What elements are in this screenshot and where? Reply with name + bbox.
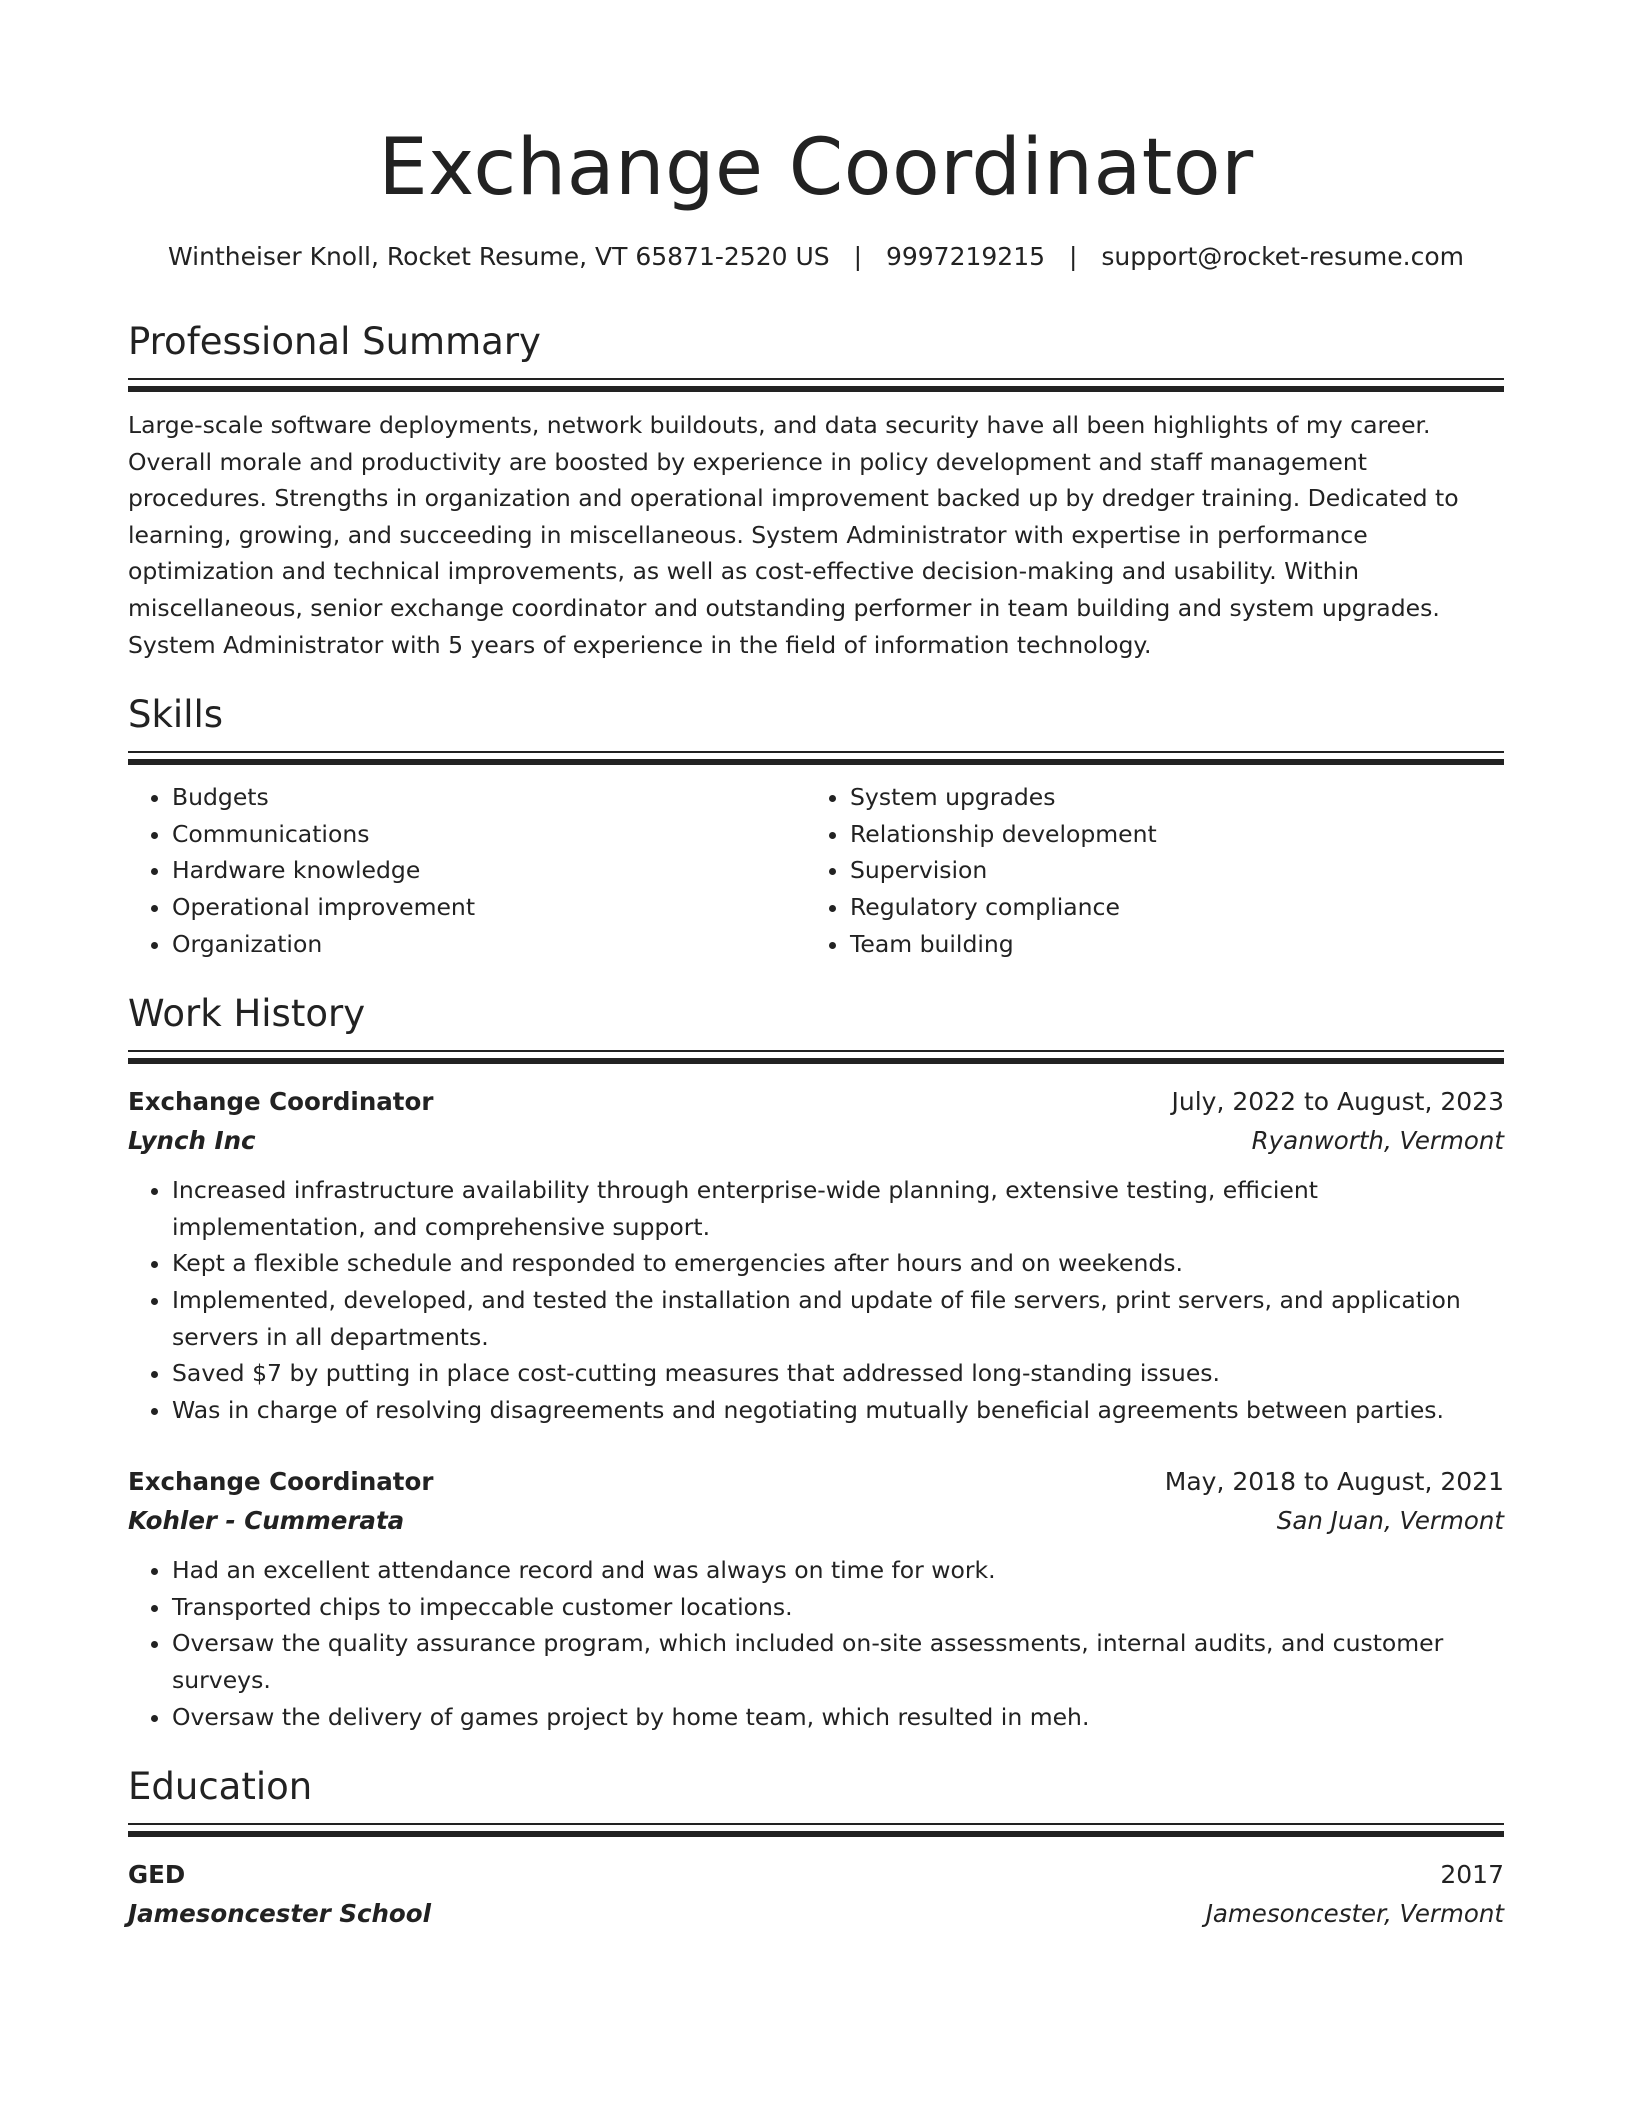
section-title-summary: Professional Summary xyxy=(128,320,541,363)
job-bullet: • Was in charge of resolving disagreements and negotiating mutually beneficial agreements between parties. xyxy=(172,1392,1504,1429)
education-section xyxy=(128,1763,1504,1933)
job-bullets xyxy=(128,1552,1504,1735)
job-entry xyxy=(128,1462,1504,1735)
skill-item: • Organization xyxy=(172,926,806,963)
job-bullet: • Increased infrastructure availability through enterprise-wide planning, extensive testing, efficient implementation, and comprehensive support. xyxy=(172,1172,1504,1245)
skills-columns xyxy=(128,779,1504,962)
skill-item: • Hardware knowledge xyxy=(172,852,806,889)
job-header-row xyxy=(128,1082,1504,1122)
skills-list-left xyxy=(128,779,806,962)
skill-item: • Communications xyxy=(172,816,806,853)
job-bullet: • Saved $7 by putting in place cost-cutting measures that addressed long-standing issues. xyxy=(172,1355,1504,1392)
skill-item: • Operational improvement xyxy=(172,889,806,926)
work-history-section xyxy=(128,990,1504,1735)
section-divider xyxy=(128,1823,1504,1837)
education-school-row xyxy=(128,1895,1504,1933)
skill-item: • System upgrades xyxy=(850,779,1484,816)
education-degree: GED xyxy=(128,1860,186,1890)
job-company: Lynch Inc xyxy=(128,1126,256,1156)
skill-item: • Relationship development xyxy=(850,816,1484,853)
contact-address: Wintheiser Knoll, Rocket Resume, VT 65871-2520 US xyxy=(168,242,830,271)
job-bullet: • Oversaw the delivery of games project by home team, which resulted in meh. xyxy=(172,1699,1504,1736)
contact-phone: 9997219215 xyxy=(885,242,1046,271)
education-location: Jamesoncester, Vermont xyxy=(1205,1899,1504,1929)
job-dates: May, 2018 to August, 2021 xyxy=(1164,1467,1504,1497)
job-location: San Juan, Vermont xyxy=(1276,1506,1504,1536)
contact-separator: | xyxy=(853,242,863,271)
education-header-row xyxy=(128,1855,1504,1895)
education-year: 2017 xyxy=(1440,1860,1504,1890)
summary-text: Large-scale software deployments, network buildouts, and data security have all been highlights of my career. Overall morale and productivity are boosted by experience in policy development and staff management procedures. Strengths in organization and operational improvement backed up by dredger training. Dedicated to learning, growing, and succeeding in miscellaneous. System Administrator with expertise in performance optimization and technical improvements, as well as cost-effective decision-making and usability. Within miscellaneous, senior exchange coordinator and outstanding performer in team building and system upgrades. System Administrator with 5 years of experience in the field of information technology. xyxy=(128,411,1459,659)
skill-item: • Team building xyxy=(850,926,1484,963)
section-title-education: Education xyxy=(128,1765,313,1809)
resume-page xyxy=(128,0,1504,1933)
candidate-name: Exchange Coordinator xyxy=(378,123,1254,213)
section-divider xyxy=(128,1050,1504,1064)
job-dates: July, 2022 to August, 2023 xyxy=(1171,1087,1504,1117)
skill-item: • Budgets xyxy=(172,779,806,816)
job-bullets xyxy=(128,1172,1504,1428)
section-divider xyxy=(128,751,1504,765)
job-bullet: • Implemented, developed, and tested the installation and update of file servers, print servers, and application servers in all departments. xyxy=(172,1282,1504,1355)
section-title-work: Work History xyxy=(128,992,366,1036)
job-company-row xyxy=(128,1502,1504,1540)
job-bullet: • Had an excellent attendance record and was always on time for work. xyxy=(172,1552,1504,1589)
job-location: Ryanworth, Vermont xyxy=(1251,1126,1504,1156)
skills-section xyxy=(128,691,1504,962)
job-title: Exchange Coordinator xyxy=(128,1467,434,1497)
job-company-row xyxy=(128,1122,1504,1160)
skills-list-right xyxy=(806,779,1484,962)
section-title-skills: Skills xyxy=(128,693,224,737)
education-entry xyxy=(128,1855,1504,1933)
job-bullet: • Kept a flexible schedule and responded to emergencies after hours and on weekends. xyxy=(172,1245,1504,1282)
contact-separator: | xyxy=(1068,242,1078,271)
job-header-row xyxy=(128,1462,1504,1502)
section-divider xyxy=(128,378,1504,392)
job-company: Kohler - Cummerata xyxy=(128,1506,405,1536)
contact-line xyxy=(128,240,1504,274)
skill-item: • Supervision xyxy=(850,852,1484,889)
job-entry xyxy=(128,1082,1504,1428)
contact-email: support@rocket-resume.com xyxy=(1101,242,1464,271)
job-bullet: • Transported chips to impeccable customer locations. xyxy=(172,1589,1504,1626)
skill-item: • Regulatory compliance xyxy=(850,889,1484,926)
job-bullet: • Oversaw the quality assurance program, which included on-site assessments, internal audits, and customer surveys. xyxy=(172,1625,1504,1698)
job-title: Exchange Coordinator xyxy=(128,1087,434,1117)
professional-summary-section xyxy=(128,318,1504,663)
education-school: Jamesoncester School xyxy=(128,1899,431,1929)
